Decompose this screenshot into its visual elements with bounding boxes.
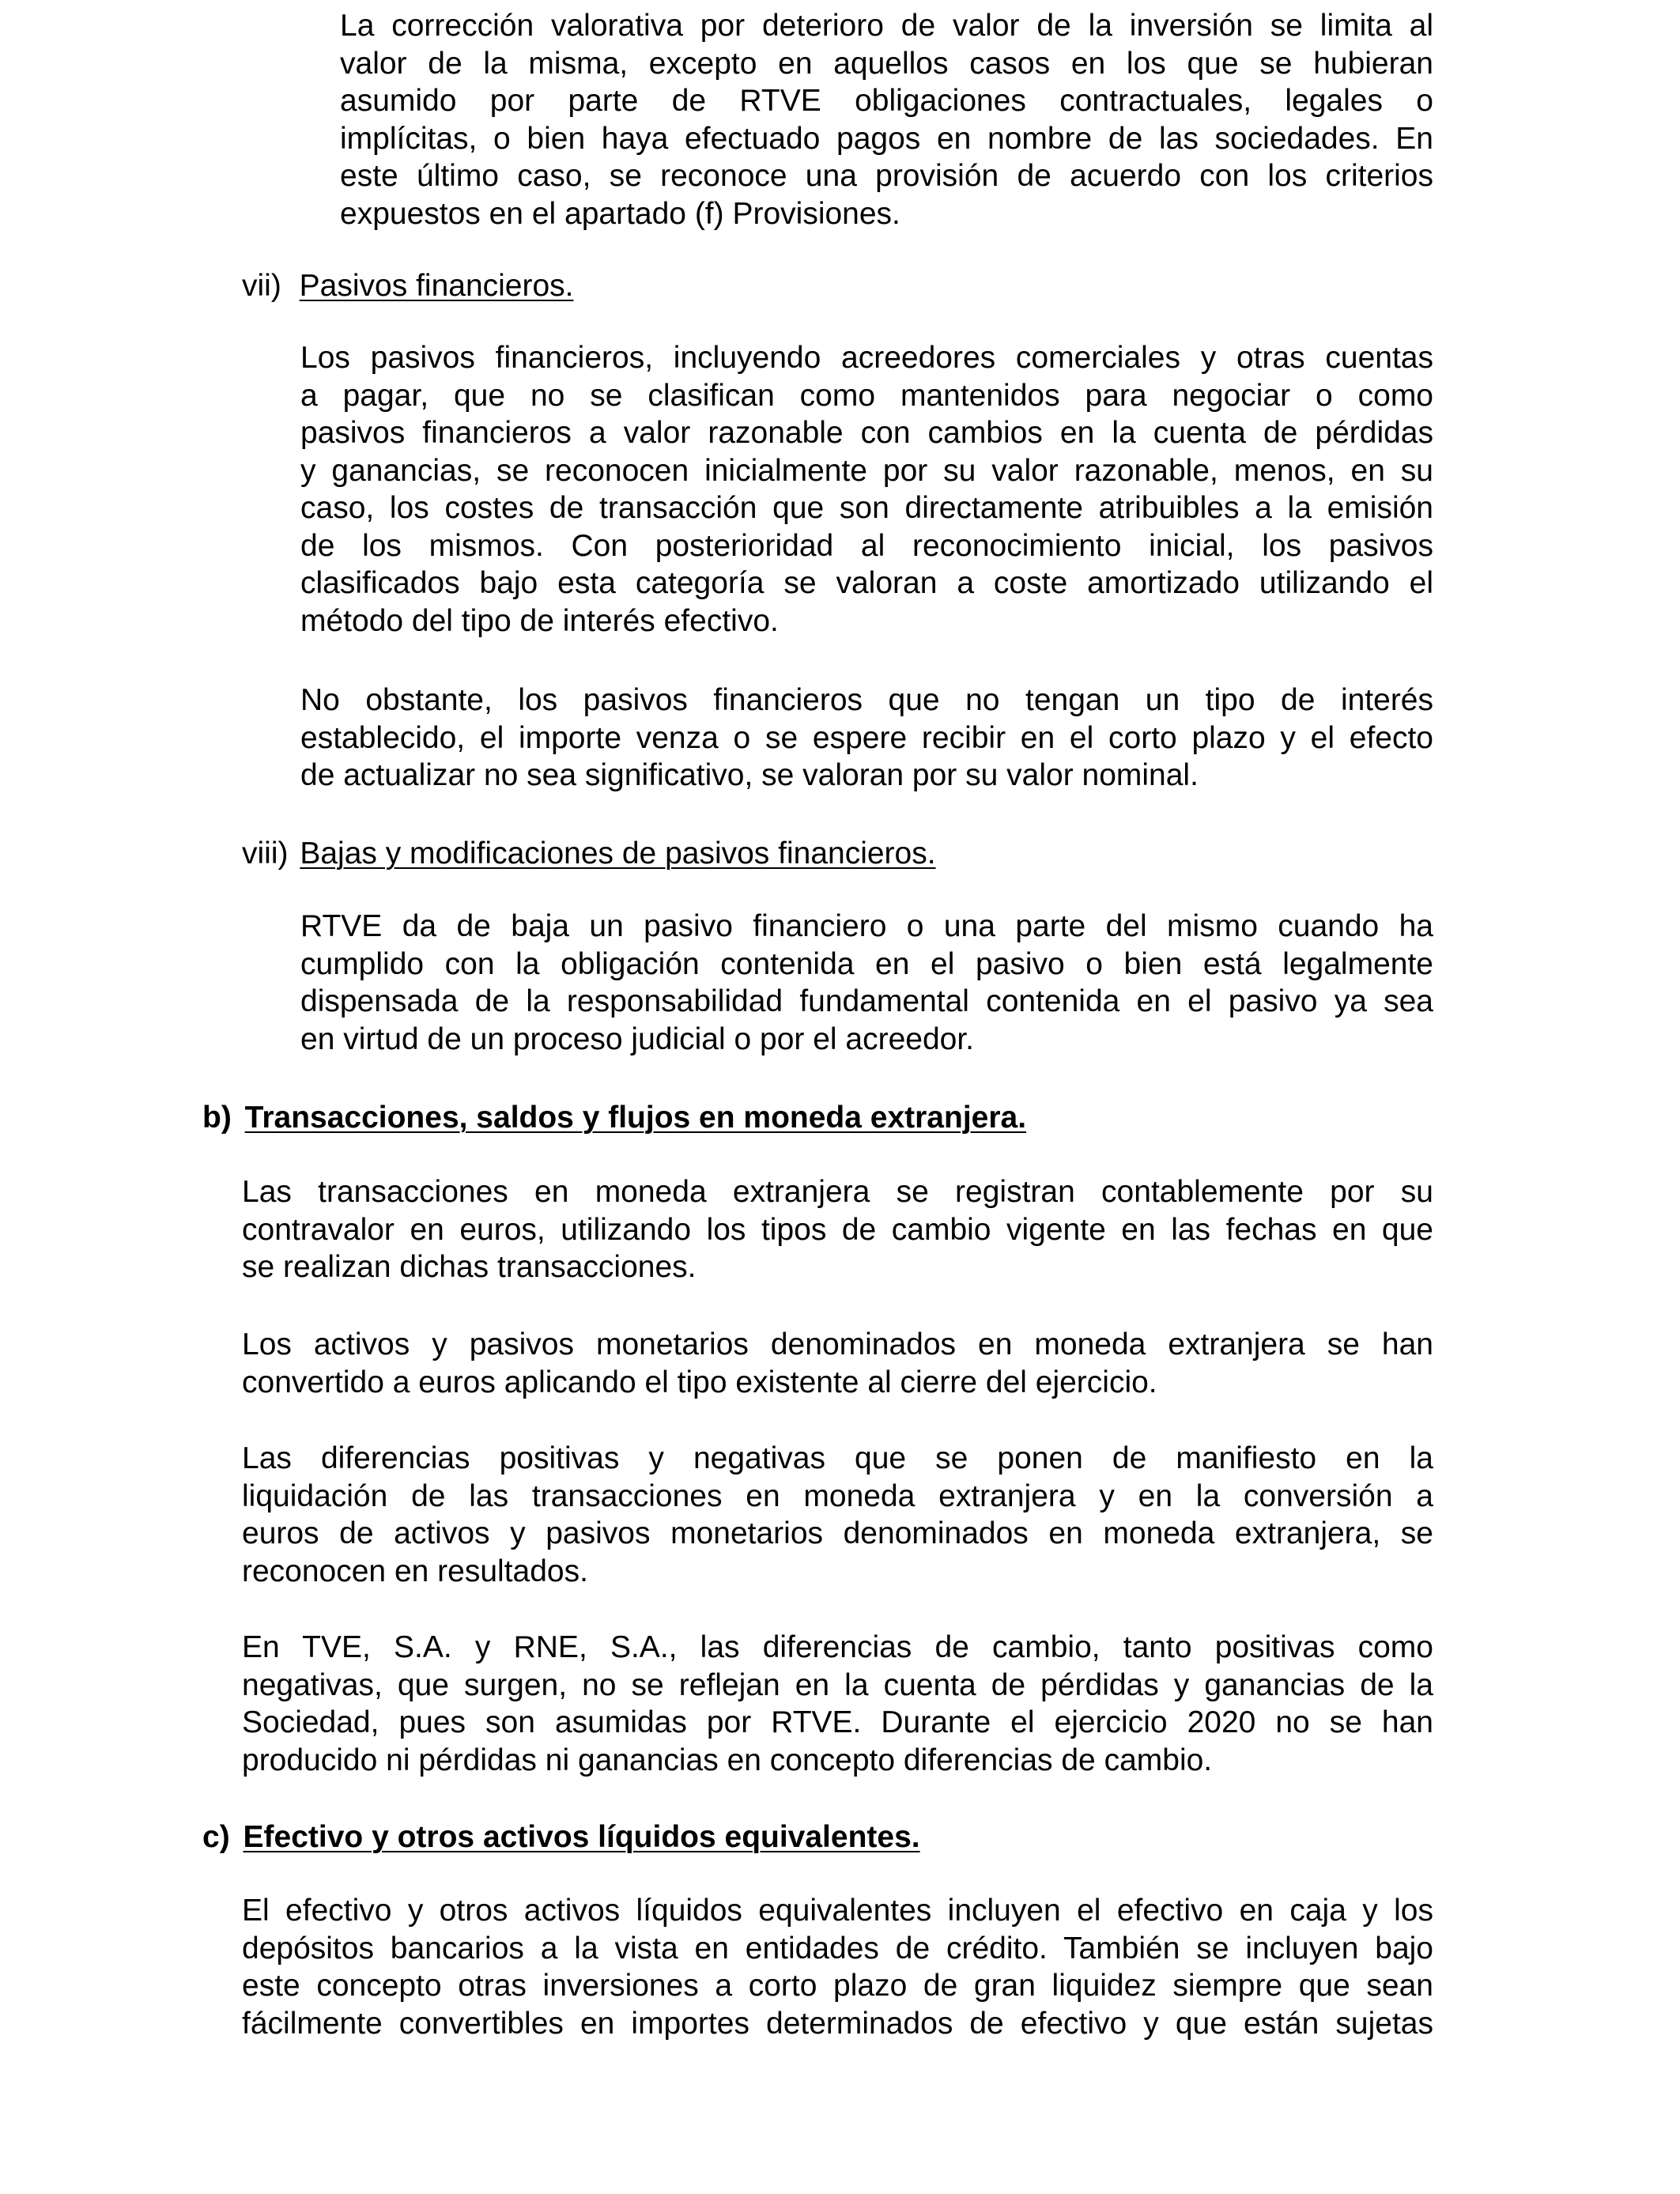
- text-line: se realizan dichas transacciones.: [242, 1250, 697, 1284]
- text-line: Las diferencias positivas y negativas que se ponen de manifiesto en la: [242, 1441, 1433, 1475]
- text-line: este concepto otras inversiones a corto plazo de gran liquidez siempre que sean: [242, 1969, 1433, 2003]
- text-line: La corrección valorativa por deterioro de valor de la inversión se limita al: [340, 9, 1433, 43]
- text-line: implícitas, o bien haya efectuado pagos en nombre de las sociedades. En: [340, 121, 1433, 156]
- text-line: Las transacciones en moneda extranjera se registran contablemente por su: [242, 1175, 1433, 1209]
- text-line: a pagar, que no se clasifican como mantenidos para negociar o como: [300, 378, 1433, 413]
- text-line: de los mismos. Con posterioridad al reconocimiento inicial, los pasivos: [300, 528, 1433, 563]
- text-line: convertido a euros aplicando el tipo existente al cierre del ejercicio.: [242, 1365, 1157, 1399]
- text-line: cumplido con la obligación contenida en el pasivo o bien está legalmente: [300, 946, 1433, 981]
- text-line: valor de la misma, excepto en aquellos casos en los que se hubieran: [340, 46, 1433, 81]
- section-marker: viii): [242, 836, 289, 870]
- text-line: expuestos en el apartado (f) Provisiones.: [340, 196, 900, 231]
- paragraph-cash-equivalents: [242, 1892, 1433, 2042]
- text-line: producido ni pérdidas ni ganancias en concepto diferencias de cambio.: [242, 1743, 1213, 1777]
- text-line: El efectivo y otros activos líquidos equivalentes incluyen el efectivo en caja y los: [242, 1894, 1433, 1928]
- text-line: No obstante, los pasivos financieros que no tengan un tipo de interés: [300, 683, 1433, 717]
- text-line: método del tipo de interés efectivo.: [300, 603, 779, 638]
- text-line: en virtud de un proceso judicial o por el acreedor.: [300, 1021, 975, 1056]
- paragraph-nominal-value: [300, 682, 1433, 795]
- section-heading-viii: [242, 835, 936, 873]
- section-marker: b): [202, 1101, 232, 1135]
- paragraph-exchange-differences: [242, 1440, 1433, 1590]
- text-line: reconocen en resultados.: [242, 1554, 588, 1588]
- text-line: depósitos bancarios a la vista en entidades de crédito. También se incluyen bajo: [242, 1931, 1433, 1966]
- text-line: contravalor en euros, utilizando los tipos de cambio vigente en las fechas en que: [242, 1212, 1433, 1247]
- section-heading-vii: [242, 267, 574, 305]
- text-line: negativas, que surgen, no se reflejan en la cuenta de pérdidas y ganancias de la: [242, 1667, 1433, 1702]
- paragraph-tve-rne: [242, 1629, 1433, 1779]
- section-marker: c): [202, 1820, 230, 1854]
- paragraph-foreign-transactions: [242, 1173, 1433, 1286]
- text-line: euros de activos y pasivos monetarios denominados en moneda extranjera, se: [242, 1516, 1433, 1550]
- section-heading-b: [202, 1099, 1026, 1137]
- text-line: En TVE, S.A. y RNE, S.A., las diferencias de cambio, tanto positivas como: [242, 1630, 1433, 1664]
- paragraph-monetary-conversion: [242, 1326, 1433, 1401]
- paragraph-derecognition: [300, 908, 1433, 1058]
- text-line: caso, los costes de transacción que son directamente atribuibles a la emisión: [300, 491, 1433, 525]
- text-line: de actualizar no sea significativo, se valoran por su valor nominal.: [300, 758, 1199, 792]
- paragraph-financial-liabilities: [300, 339, 1433, 640]
- text-line: asumido por parte de RTVE obligaciones contractuales, legales o: [340, 84, 1433, 118]
- text-line: dispensada de la responsabilidad fundamental contenida en el pasivo ya sea: [300, 984, 1433, 1018]
- text-line: pasivos financieros a valor razonable con cambios en la cuenta de pérdidas: [300, 416, 1433, 450]
- paragraph-impairment-correction: [340, 7, 1433, 232]
- section-title: Bajas y modificaciones de pasivos financieros.: [300, 836, 936, 870]
- section-title: Transacciones, saldos y flujos en moneda extranjera.: [244, 1101, 1027, 1135]
- text-line: fácilmente convertibles en importes determinados de efectivo y que están sujetas: [242, 2006, 1433, 2041]
- section-title: Pasivos financieros.: [299, 269, 574, 303]
- text-line: Los pasivos financieros, incluyendo acreedores comerciales y otras cuentas: [300, 341, 1433, 375]
- section-marker: vii): [242, 269, 281, 303]
- text-line: este último caso, se reconoce una provisión de acuerdo con los criterios: [340, 159, 1433, 193]
- text-line: liquidación de las transacciones en moneda extranjera y en la conversión a: [242, 1478, 1433, 1513]
- text-line: Sociedad, pues son asumidas por RTVE. Durante el ejercicio 2020 no se han: [242, 1705, 1433, 1739]
- text-line: y ganancias, se reconocen inicialmente por su valor razonable, menos, en su: [300, 453, 1433, 488]
- section-heading-c: [202, 1818, 920, 1856]
- text-line: RTVE da de baja un pasivo financiero o una parte del mismo cuando ha: [300, 909, 1433, 943]
- text-line: establecido, el importe venza o se espere recibir en el corto plazo y el efecto: [300, 720, 1433, 755]
- section-title: Efectivo y otros activos líquidos equivalentes.: [243, 1820, 920, 1854]
- text-line: clasificados bajo esta categoría se valoran a coste amortizado utilizando el: [300, 566, 1433, 600]
- text-line: Los activos y pasivos monetarios denominados en moneda extranjera se han: [242, 1327, 1433, 1361]
